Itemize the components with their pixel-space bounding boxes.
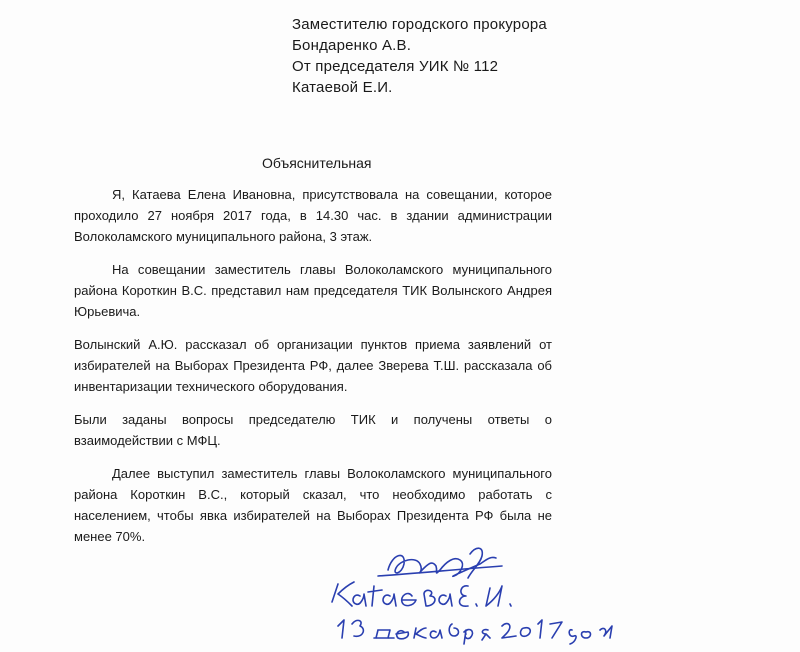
paragraph-line: Я, Катаева Елена Ивановна, присутствовала на совещании, которое	[112, 187, 552, 202]
paragraph-line: Далее выступил заместитель главы Волоколамского муниципального	[112, 466, 552, 481]
addressee-block	[292, 14, 547, 98]
paragraph-line: менее 70%.	[74, 529, 146, 544]
handwritten-signature-block	[320, 530, 620, 650]
addressee-line-recipient-name: Бондаренко А.В.	[292, 37, 412, 54]
paragraph-line: населением, чтобы явка избирателей на Выборах Президента РФ была не	[74, 508, 552, 523]
paragraph-1	[74, 184, 552, 247]
paragraph-line: района Короткин В.С., который сказал, что необходимо работать с	[74, 487, 552, 502]
paragraph-line: Были заданы вопросы председателю ТИК и получены ответы о	[74, 412, 552, 427]
paragraph-line: взаимодействии с МФЦ.	[74, 433, 221, 448]
paragraph-line: Волоколамского муниципального района, 3 этаж.	[74, 229, 373, 244]
paragraph-3	[74, 334, 552, 397]
signature-scribble	[388, 555, 496, 576]
name-handwriting	[332, 582, 511, 606]
document-title: Объяснительная	[262, 155, 372, 171]
document-body	[74, 184, 552, 559]
paragraph-line: Волынский А.Ю. рассказал об организации пунктов приема заявлений от	[74, 337, 552, 352]
paragraph-line: Юрьевича.	[74, 304, 141, 319]
addressee-line-sender-title: От председателя УИК № 112	[292, 58, 499, 75]
paragraph-4	[74, 409, 552, 451]
paragraph-line: района Короткин В.С. представил нам председателя ТИК Волынского Андрея	[74, 283, 552, 298]
addressee-line-sender-name: Катаевой Е.И.	[292, 79, 393, 96]
paragraph-line: инвентаризации технического оборудования.	[74, 379, 348, 394]
paragraph-line: проходило 27 ноября 2017 года, в 14.30 час. в здании администрации	[74, 208, 552, 223]
handwritten-signature	[320, 530, 620, 650]
date-handwriting	[338, 620, 612, 644]
addressee-line-recipient-title: Заместителю городского прокурора	[292, 16, 547, 33]
paragraph-line: На совещании заместитель главы Волоколамского муниципального	[112, 262, 552, 277]
paragraph-2	[74, 259, 552, 322]
paragraph-line: избирателей на Выборах Президента РФ, далее Зверева Т.Ш. рассказала об	[74, 358, 552, 373]
